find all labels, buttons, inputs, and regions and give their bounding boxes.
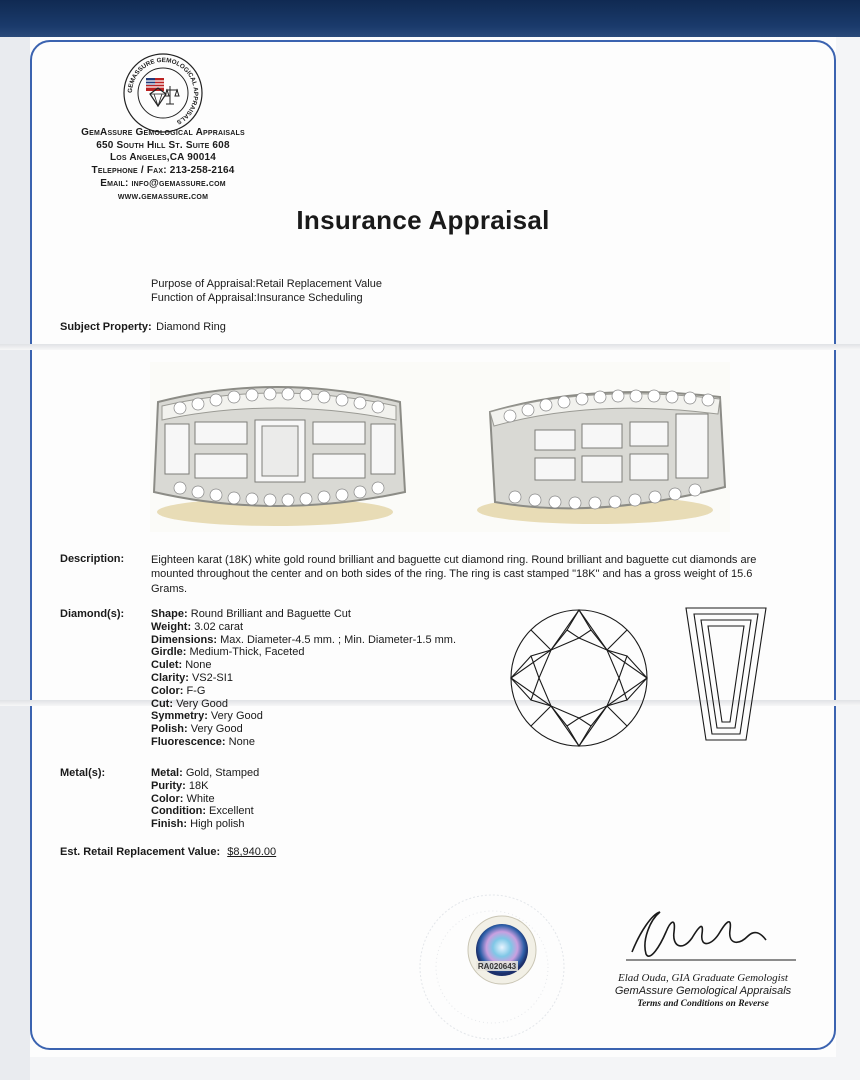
metal-row-metal: Metal: Gold, Stamped (151, 767, 260, 779)
retail-value-row (60, 846, 280, 858)
top-blue-band (0, 0, 860, 37)
company-phone: Telephone / Fax: 213-258-2164 (91, 165, 235, 177)
spec-row-color: Color: F-G (151, 684, 206, 697)
metal-label: Metal(s): (60, 767, 106, 779)
metal-row-condition: Condition: Excellent (151, 805, 254, 818)
hologram-seal (418, 893, 566, 1041)
metal-row-color: Color: White (151, 792, 215, 805)
retail-value-label: Est. Retail Replacement Value: (60, 846, 221, 858)
company-city: Los Angeles,CA 90014 (109, 152, 217, 164)
spec-row-cut: Cut: Very Good (151, 697, 229, 710)
diamond-specs (151, 608, 456, 749)
metal-row-finish: Finish: High polish (151, 818, 245, 831)
spec-row-culet: Culet: None (151, 659, 212, 672)
spec-row-weight: Weight: 3.02 carat (151, 620, 244, 633)
subject-label: Subject Property: (60, 321, 152, 333)
metal-specs (151, 767, 259, 831)
company-address: 650 South Hill St. Suite 608 (96, 139, 230, 151)
ring-front-view (154, 387, 405, 526)
spec-row-dimensions: Dimensions: Max. Diameter-4.5 mm. ; Min. Diameter-1.5 mm. (151, 633, 457, 646)
paper-fold-1 (0, 344, 860, 350)
company-website: www.gemassure.com (117, 190, 209, 202)
terms-note: Terms and Conditions on Reverse (637, 999, 769, 1009)
hologram-code: RA020643 (477, 962, 517, 971)
seal-text: GEMASSURE GEMOLOGICAL APPRAISALS (126, 56, 200, 126)
purpose-line: Purpose of Appraisal:Retail Replacement Value (151, 278, 382, 290)
spec-row-shape: Shape: Round Brilliant and Baguette Cut (151, 608, 351, 620)
description-label: Description: (60, 553, 125, 565)
spec-row-clarity: Clarity: VS2-SI1 (151, 671, 233, 684)
metal-row-purity: Purity: 18K (151, 779, 209, 792)
company-name: GemAssure Gemological Appraisals (81, 127, 245, 138)
function-line: Function of Appraisal:Insurance Scheduling (151, 291, 363, 304)
subject-property (60, 317, 226, 335)
description-text: Eighteen karat (18K) white gold round brilliant and baguette cut diamond ring. Round brilliant and baguette cut diamonds are mounted throughout the center and on both sides of the ring. The ring is cast stamped "18K" and has a gross weight of 15.6 Grams. (151, 554, 757, 595)
folder-edge (0, 37, 30, 1080)
gemologist-firm: GemAssure Gemological Appraisals (614, 985, 792, 997)
baguette-diagram (684, 606, 768, 742)
spec-row-girdle: Girdle: Medium-Thick, Faceted (151, 646, 305, 659)
gemologist-name: Elad Ouda, GIA Graduate Gemologist (618, 972, 788, 984)
spec-row-fluorescence: Fluorescence: None (151, 735, 255, 748)
gemologist-signature (620, 902, 810, 972)
company-email: Email: info@gemassure.com (100, 177, 226, 189)
round-brilliant-diagram (509, 608, 649, 748)
purpose-block (151, 278, 382, 305)
ring-photo (150, 362, 730, 532)
gemologist-block (603, 972, 803, 1011)
gemassure-seal-logo (122, 52, 204, 134)
retail-value-amount: $8,940.00 (227, 846, 277, 858)
ring-side-view (477, 390, 725, 524)
diamonds-label: Diamond(s): (60, 608, 125, 620)
letterhead (58, 127, 268, 203)
spec-row-polish: Polish: Very Good (151, 723, 243, 736)
subject-value: Diamond Ring (156, 321, 226, 333)
spec-row-symmetry: Symmetry: Very Good (151, 710, 263, 723)
page-title: Insurance Appraisal (296, 205, 550, 235)
